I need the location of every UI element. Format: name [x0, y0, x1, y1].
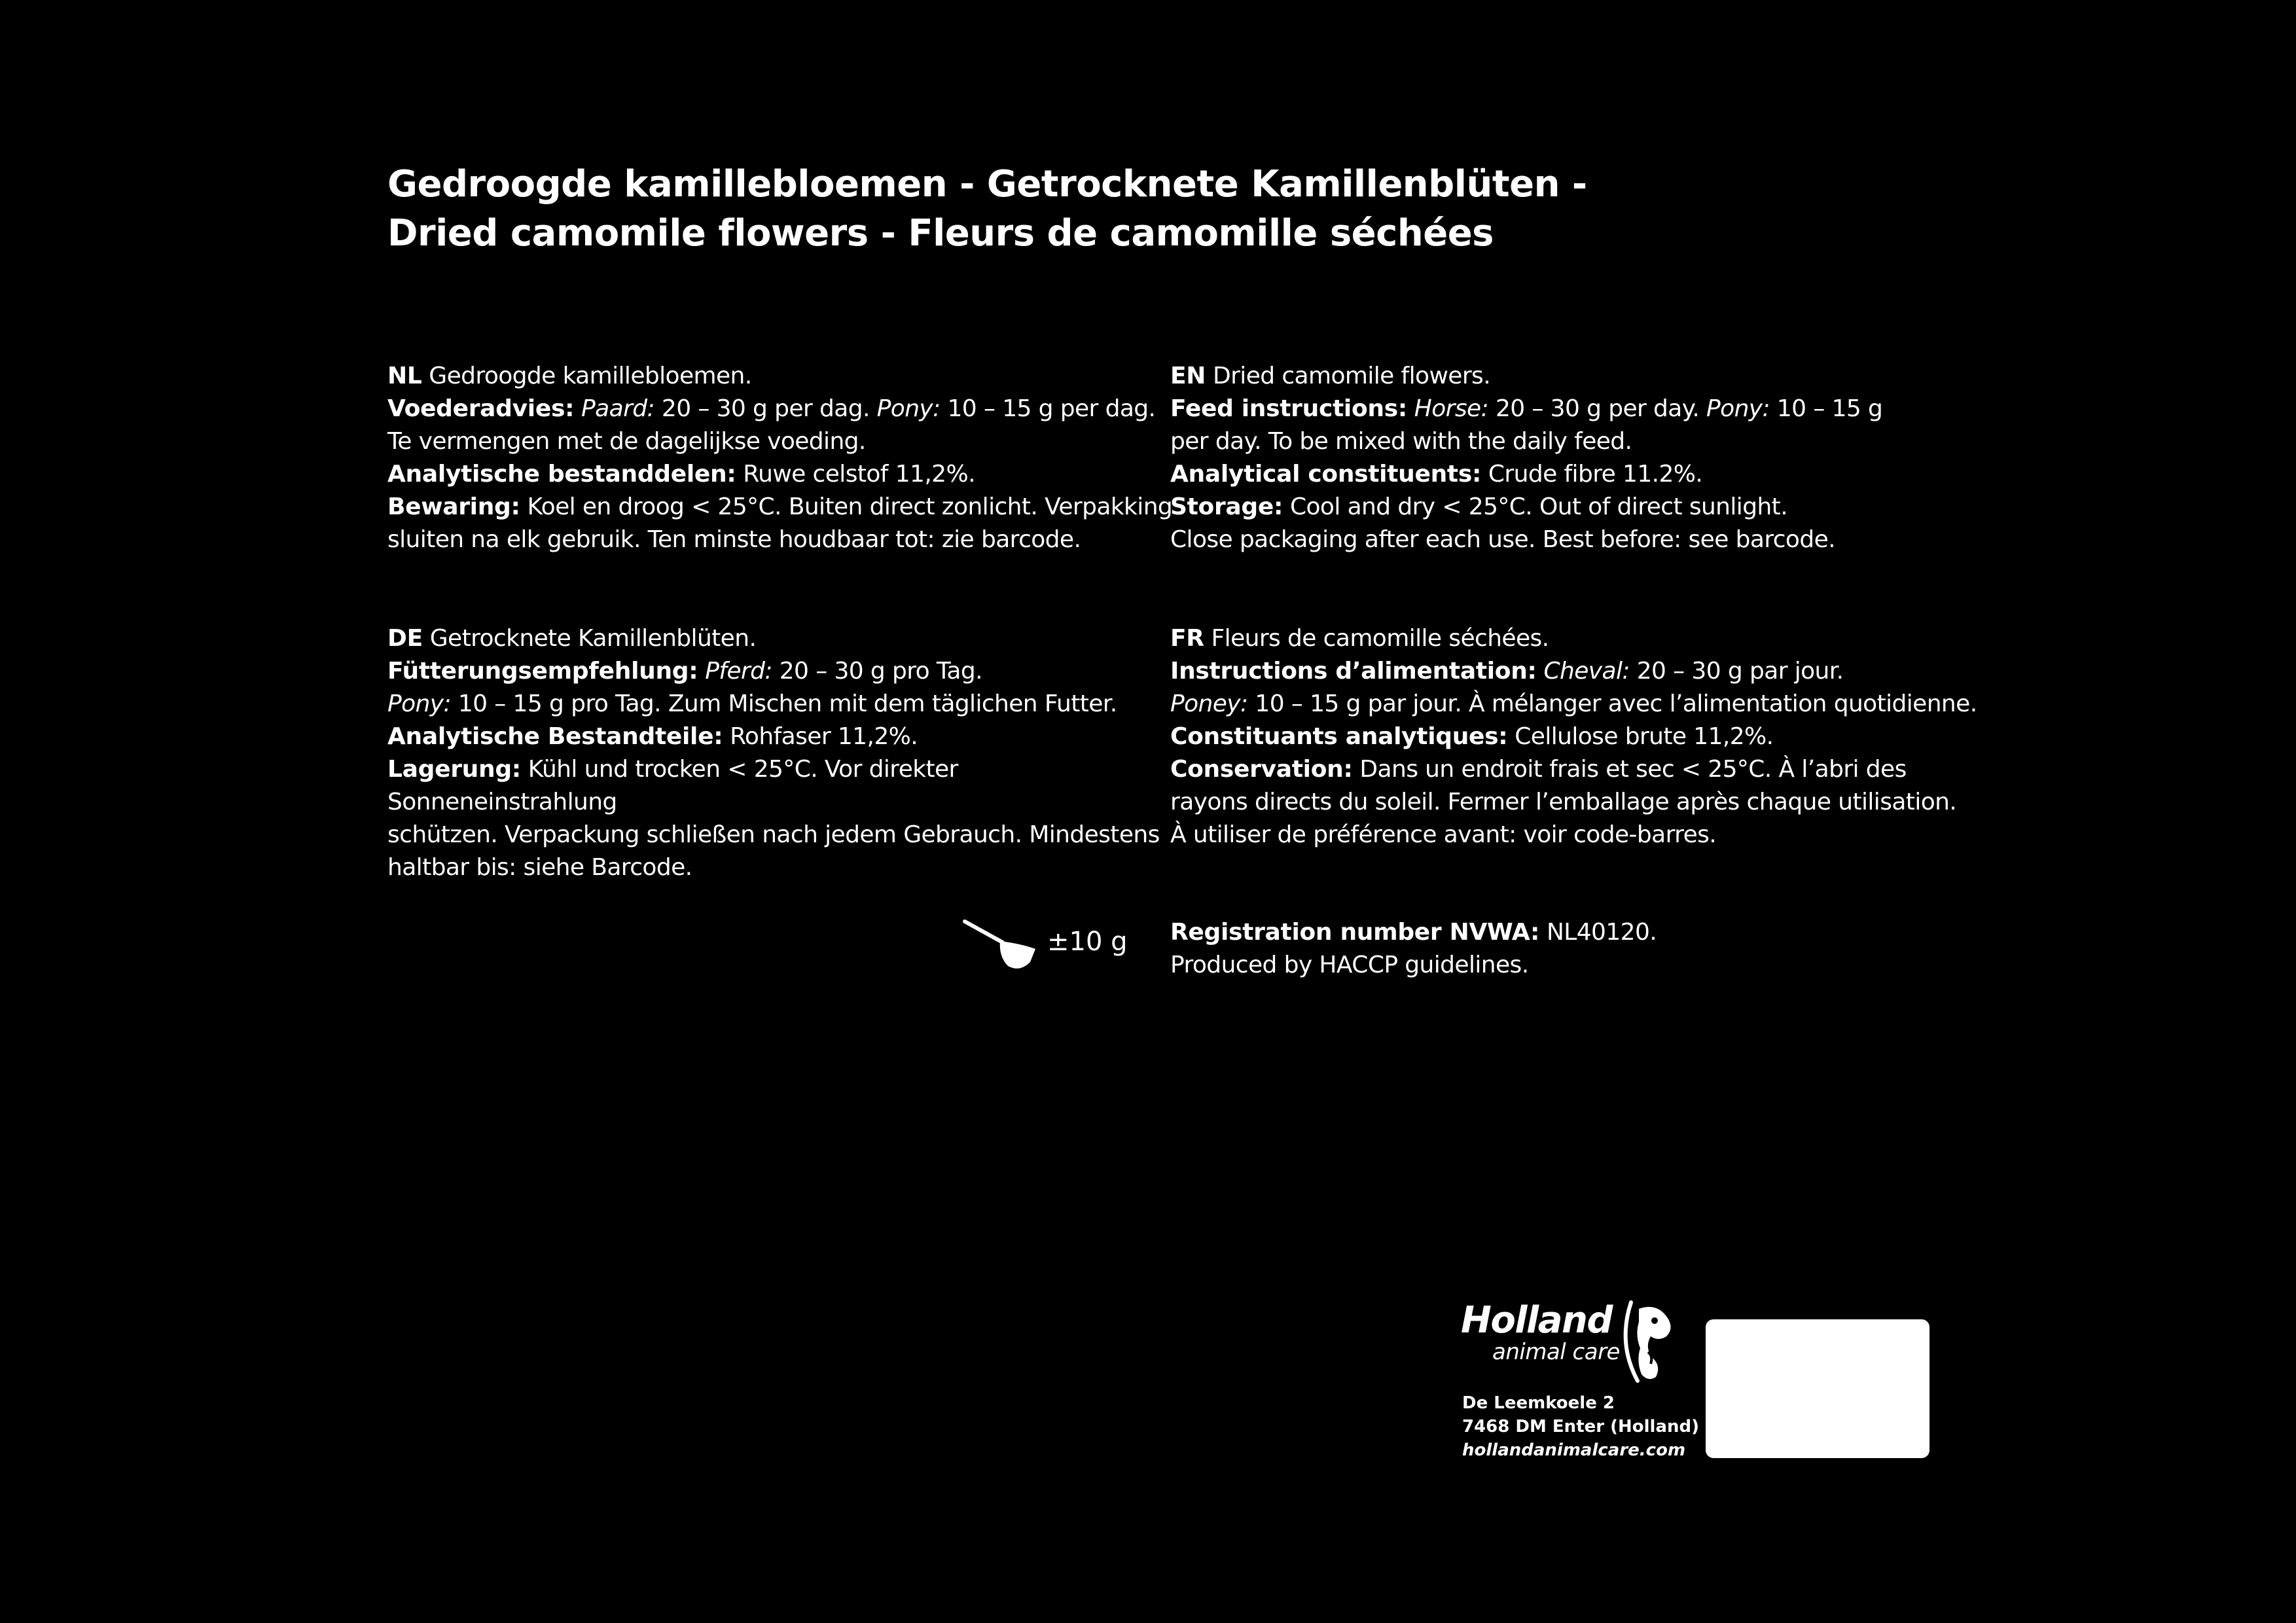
title-line-2: Dried camomile flowers - Fleurs de camomille séchées [387, 212, 1494, 255]
storage-label: Bewaring: [387, 493, 520, 520]
barcode-area [1706, 1319, 1929, 1458]
dutch-text-block [387, 360, 1173, 556]
title-line-1: Gedroogde kamillebloemen - Getrocknete Kamillenblüten - [387, 163, 1587, 205]
storage-text: haltbar bis: siehe Barcode. [387, 854, 692, 881]
lang-code: NL [387, 363, 422, 389]
registration-block [1170, 916, 1956, 982]
pony-dose: 10 – 15 g per dag. [940, 395, 1156, 422]
horse-label: Paard: [581, 395, 655, 422]
storage-text: schützen. Verpackung schließen nach jedem Gebrauch. Mindestens [387, 821, 1160, 848]
product-name: Dried camomile flowers. [1206, 363, 1491, 389]
storage-label: Storage: [1170, 493, 1283, 520]
scoop-icon [962, 916, 1041, 975]
analysis-label: Analytische bestanddelen: [387, 461, 736, 488]
storage-text: Dans un endroit frais et sec < 25°C. À l’abri des [1352, 756, 1907, 783]
logo-subtitle: animal care [1492, 1339, 1620, 1365]
mix-instruction: Te vermengen met de dagelijkse voeding. [387, 428, 866, 455]
pony-label: Pony: [1706, 395, 1770, 422]
mix-instruction: per day. To be mixed with the daily feed. [1170, 428, 1632, 455]
storage-label: Lagerung: [387, 756, 521, 783]
storage-text: À utiliser de préférence avant: voir code-barres. [1170, 821, 1717, 848]
feed-label: Feed instructions: [1170, 395, 1407, 422]
product-name: Getrocknete Kamillenblüten. [422, 625, 757, 652]
analysis-value: Cellulose brute 11,2%. [1507, 723, 1774, 750]
scoop-dose-label: ±10 g [1047, 927, 1128, 957]
storage-label: Conservation: [1170, 756, 1353, 783]
product-name: Gedroogde kamillebloemen. [422, 363, 752, 389]
pony-label: Poney: [1170, 690, 1248, 717]
storage-text: Close packaging after each use. Best before: see barcode. [1170, 526, 1836, 553]
lang-code: FR [1170, 625, 1204, 652]
horse-dose: 20 – 30 g per dag. [655, 395, 877, 422]
horse-dose: 20 – 30 g par jour. [1629, 658, 1844, 685]
english-text-block [1170, 360, 1982, 556]
pony-label: Pony: [387, 690, 451, 717]
horse-dose: 20 – 30 g per day. [1488, 395, 1707, 422]
feed-label: Fütterungsempfehlung: [387, 658, 698, 685]
holland-animal-care-logo [1461, 1296, 1677, 1387]
pony-label: Pony: [876, 395, 941, 422]
horse-label: Pferd: [705, 658, 772, 685]
storage-text: Kühl und trocken < 25°C. Vor direkter Sonneneinstrahlung [387, 756, 958, 815]
analysis-value: Ruwe celstof 11,2%. [736, 461, 975, 488]
analysis-label: Analytical constituents: [1170, 461, 1482, 488]
animal-heads-icon [1611, 1296, 1677, 1387]
analysis-value: Rohfaser 11,2%. [723, 723, 918, 750]
analysis-label: Analytische Bestandteile: [387, 723, 723, 750]
pony-dose: 10 – 15 g [1770, 395, 1883, 422]
website-link[interactable]: hollandanimalcare.com [1462, 1440, 1686, 1460]
company-address [1462, 1391, 1699, 1462]
logo-wordmark: Holland [1461, 1299, 1612, 1342]
analysis-label: Constituants analytiques: [1170, 723, 1508, 750]
registration-label: Registration number NVWA: [1170, 919, 1540, 946]
horse-dose: 20 – 30 g pro Tag. [772, 658, 982, 685]
horse-label: Cheval: [1543, 658, 1630, 685]
storage-text: sluiten na elk gebruik. Ten minste houdbaar tot: zie barcode. [387, 526, 1081, 553]
lang-code: DE [387, 625, 423, 652]
address-street: De Leemkoele 2 [1462, 1393, 1615, 1413]
pony-dose: 10 – 15 g par jour. À mélanger avec l’alimentation quotidienne. [1247, 690, 1977, 717]
storage-text: Koel en droog < 25°C. Buiten direct zonlicht. Verpakking [520, 493, 1173, 520]
pony-dose: 10 – 15 g pro Tag. Zum Mischen mit dem täglichen Futter. [451, 690, 1117, 717]
haccp-text: Produced by HACCP guidelines. [1170, 952, 1529, 978]
registration-number: NL40120. [1539, 919, 1657, 946]
feed-label: Voederadvies: [387, 395, 575, 422]
german-text-block [387, 622, 1173, 884]
horse-label: Horse: [1414, 395, 1489, 422]
feed-label: Instructions d’alimentation: [1170, 658, 1537, 685]
address-city: 7468 DM Enter (Holland) [1462, 1417, 1700, 1436]
french-text-block [1170, 622, 1982, 851]
storage-text: Cool and dry < 25°C. Out of direct sunlight. [1283, 493, 1788, 520]
lang-code: EN [1170, 363, 1206, 389]
analysis-value: Crude fibre 11.2%. [1481, 461, 1703, 488]
product-title [387, 160, 1696, 258]
storage-text: rayons directs du soleil. Fermer l’emballage après chaque utilisation. [1170, 789, 1957, 815]
product-name: Fleurs de camomille séchées. [1204, 625, 1549, 652]
